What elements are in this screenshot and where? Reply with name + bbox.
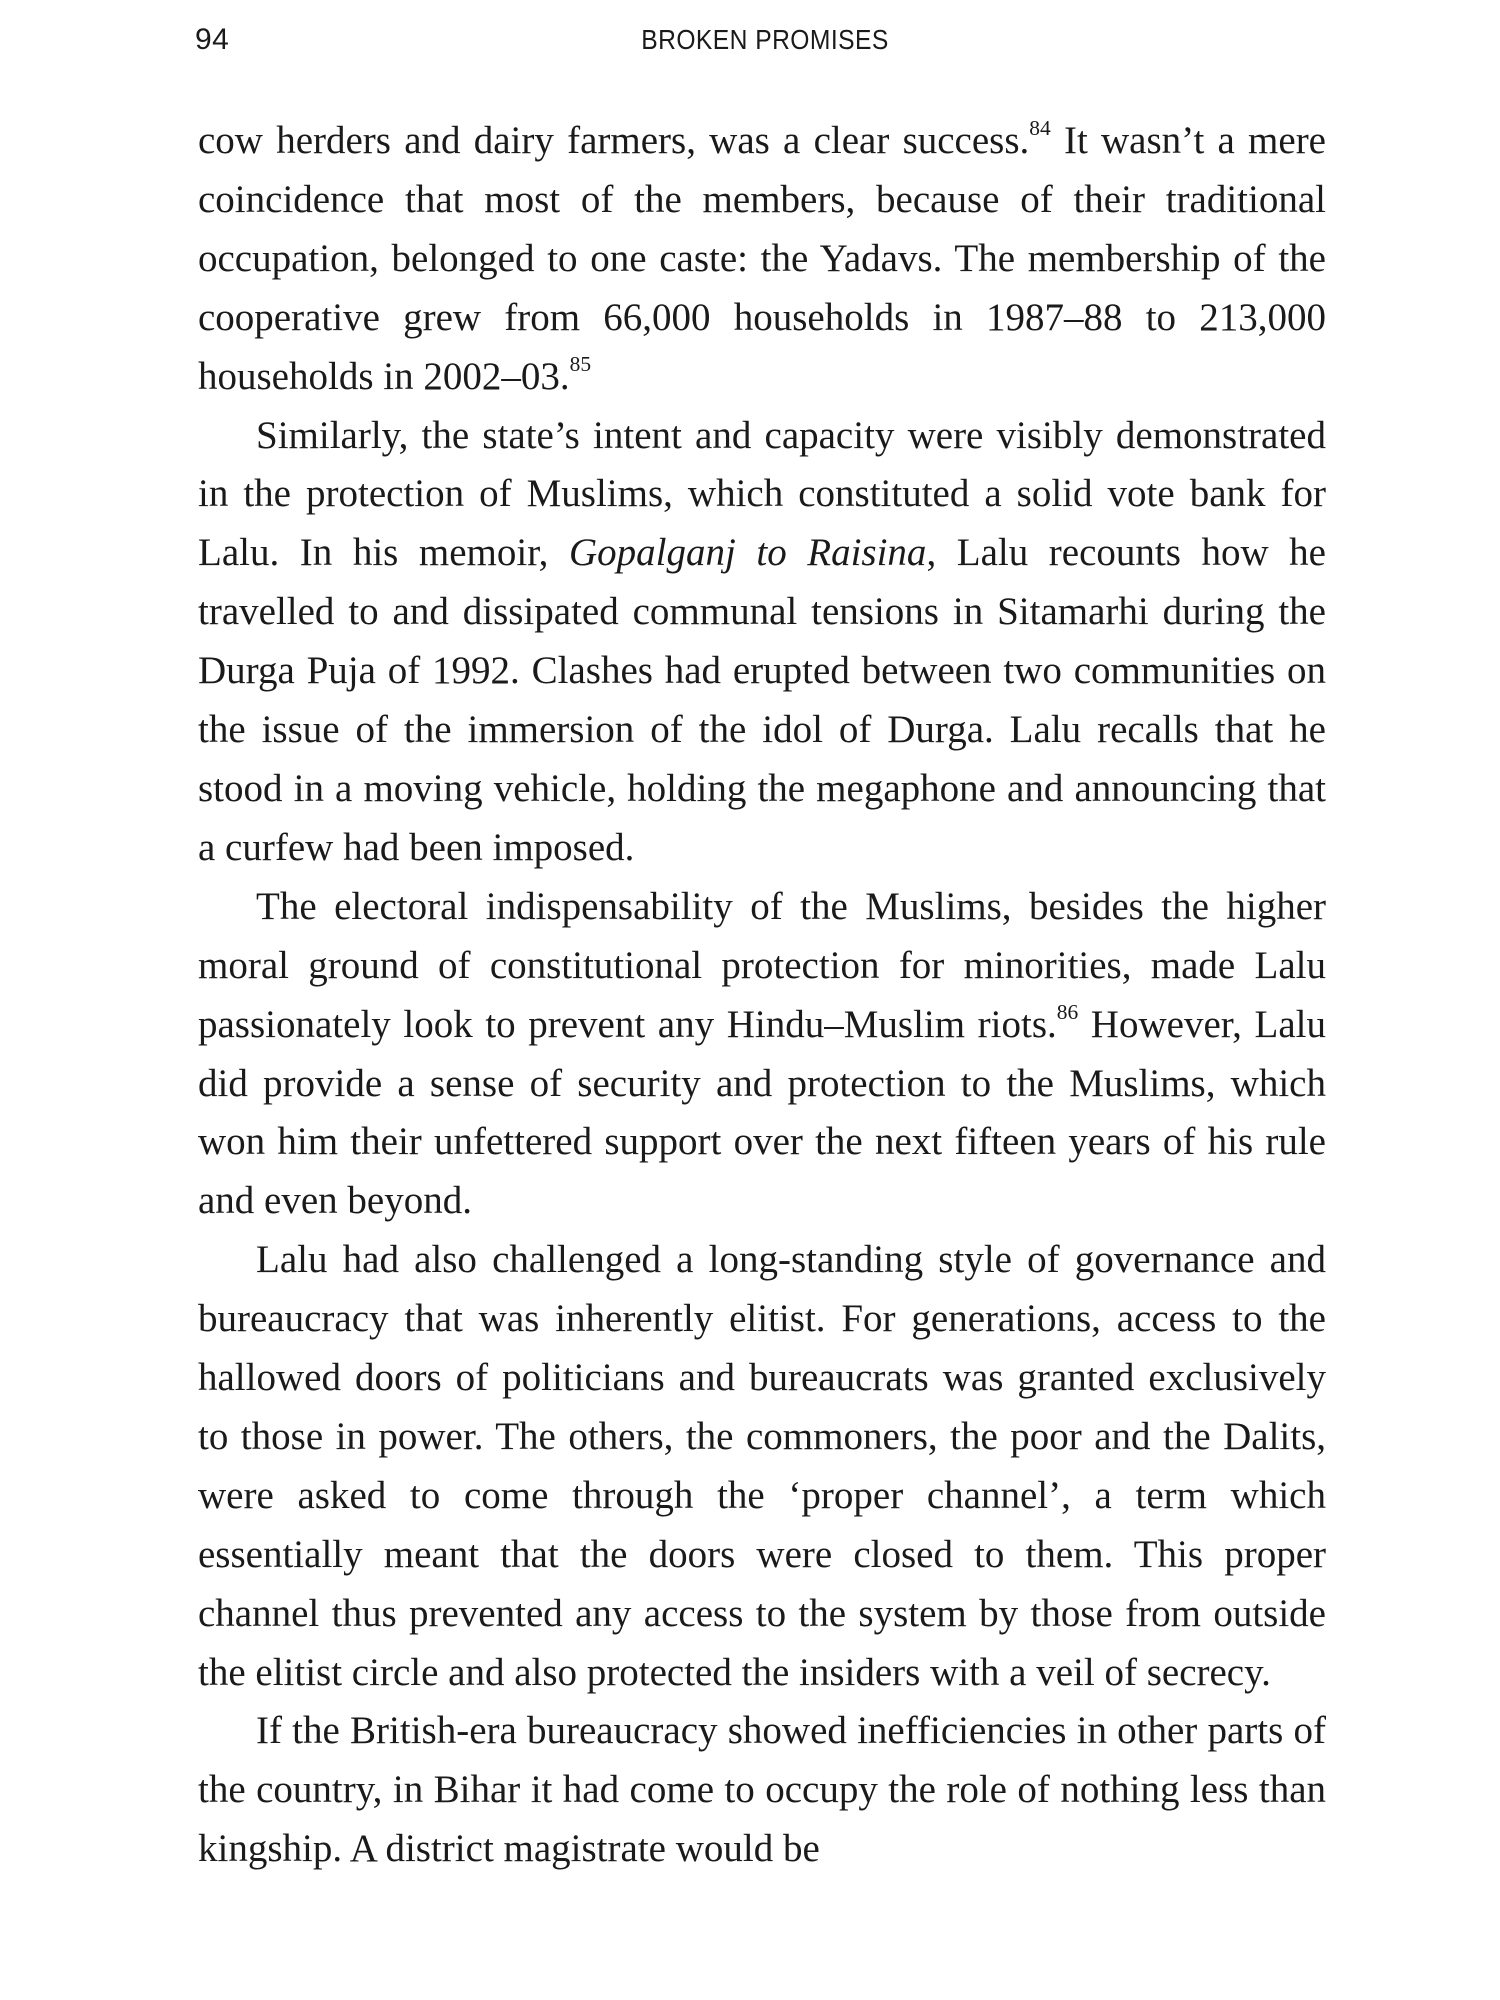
paragraph [198, 1231, 1326, 1702]
paragraph-text: The electoral indispensability of the Muslims, besides the higher moral ground of constitutional protection for minorities, made Lalu passionately look to prevent any Hindu–Muslim riots. [198, 884, 1326, 1046]
running-title: BROKEN PROMISES [641, 24, 889, 55]
paragraph [198, 1702, 1326, 1879]
paragraph [198, 407, 1326, 878]
footnote-reference: 84 [1029, 115, 1051, 140]
paragraph-text: If the British-era bureaucracy showed inefficiencies in other parts of the country, in Bihar it had come to occupy the role of nothing less than kingship. A district magistrate would be [198, 1709, 1326, 1871]
footnote-reference: 86 [1056, 999, 1079, 1024]
book-title: Gopalganj to Raisina [568, 531, 927, 575]
page-number: 94 [195, 23, 230, 56]
paragraph-text: , Lalu recounts how he travelled to and dissipated communal tensions in Sitamarhi during the Durga Puja of 1992. Clashes had erupted between two communities on the issue of the immersion of the idol of Durga. Lalu recalls that he stood in a moving vehicle, holding the megaphone and announcing that a curfew had been imposed. [198, 531, 1326, 869]
paragraph-text: It wasn’t a mere coincidence that most of the members, because of their traditional occupation, belonged to one caste: the Yadavs. The membership of the cooperative grew from 66,000 households in 1987–88 to 213,000 households in 2002–03. [198, 119, 1326, 398]
paragraph-text: Similarly, the state’s intent and capacity were visibly demonstrated in the protection of Muslims, which constituted a solid vote bank for Lalu. In his memoir, [198, 413, 1326, 575]
paragraph-text: Lalu had also challenged a long-standing style of governance and bureaucracy that was inherently elitist. For generations, access to the hallowed doors of politicians and bureaucrats was granted exclusively to those in power. The others, the commoners, the poor and the Dalits, were asked to come through the ‘proper channel’, a term which essentially meant that the doors were closed to them. This proper channel thus prevented any access to the system by those from outside the elitist circle and also protected the insiders with a veil of secrecy. [198, 1238, 1326, 1694]
body-text [198, 112, 1326, 1879]
footnote-reference: 85 [569, 351, 592, 376]
paragraph [198, 878, 1326, 1231]
paragraph-text: However, Lalu did provide a sense of security and protection to the Muslims, which won him their unfettered support over the next fifteen years of his rule and even beyond. [198, 1002, 1326, 1223]
paragraph [198, 112, 1326, 407]
paragraph-text: cow herders and dairy farmers, was a clear success. [198, 119, 1030, 162]
running-header [195, 18, 1335, 62]
